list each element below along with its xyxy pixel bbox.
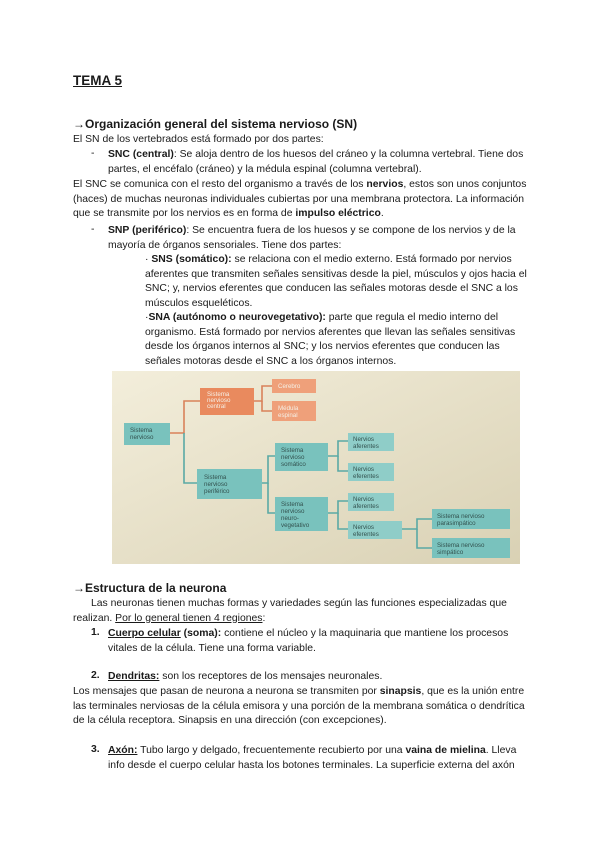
- text-span: músculos esqueléticos.: [145, 297, 253, 309]
- text-span: Tubo largo y delgado, frecuentemente recubierto por una: [137, 745, 406, 756]
- text-span: El SNC se comunica con el resto del organismo a través de los: [73, 179, 367, 190]
- vaina-mielina-term: vaina de mielina: [405, 745, 486, 756]
- snp-term: SNP (periférico): [108, 225, 187, 236]
- snc-line-2: partes, el encéfalo (cráneo) y la médula espinal (columna vertebral).: [108, 163, 422, 175]
- node-snp: [197, 469, 262, 499]
- node-text: Cerebro: [278, 383, 301, 390]
- text-span: aferentes que transmiten señales sensitivas desde la piel, músculos y ojos hacia el: [145, 268, 527, 280]
- node-text: Sistema: [130, 427, 153, 434]
- cuerpo-celular-item: [108, 627, 533, 656]
- text-span: , estos son unos conjuntos: [403, 179, 527, 190]
- text-span: info desde el cuerpo celular hasta los botones terminales. La superficie externa del axón: [108, 759, 515, 771]
- snc-paragraph: [108, 148, 533, 177]
- text-span: Los mensajes que pasan de neurona a neurona se transmiten por: [73, 686, 380, 697]
- node-text: central: [207, 403, 226, 410]
- node-text: Sistema: [207, 391, 230, 398]
- impulso-term: impulso eléctrico: [295, 208, 381, 219]
- list-number: 1.: [91, 627, 100, 638]
- node-text: Nervios: [353, 496, 374, 503]
- list-number: 3.: [91, 744, 100, 755]
- text-span: mayoría de órganos sensoriales. Tiene dos partes:: [108, 239, 342, 251]
- node-text: aferentes: [353, 443, 379, 450]
- node-sna: [275, 497, 328, 531]
- text-span: parte que regula el medio interno del: [325, 312, 499, 323]
- nervios-term: nervios: [366, 179, 404, 190]
- text-span: (haces) de muchas neuronas individuales cubiertas por una membrana protectora. La información: [73, 193, 525, 205]
- text-span: SNC; y, nervios eferentes que conducen las señales motoras desde el SNC a los: [145, 283, 518, 294]
- node-text: Nervios: [353, 466, 374, 473]
- text-span: (soma):: [180, 628, 222, 639]
- node-text: Sistema: [281, 447, 304, 454]
- node-text: eferentes: [353, 531, 379, 538]
- node-sns-aferentes: [348, 433, 394, 451]
- cuerpo-celular-term: Cuerpo celular: [108, 628, 181, 639]
- dendritas-item: [108, 670, 533, 685]
- node-text: Sistema: [204, 474, 227, 481]
- text-span: ·: [145, 254, 152, 265]
- text-span: desde los órganos internos al SNC; y los nervios eferentes que conducen las: [145, 341, 500, 352]
- node-text: Sistema nervioso: [437, 542, 485, 549]
- node-text: somático: [281, 461, 306, 468]
- sna-term: SNA (autónomo o neurovegetativo):: [148, 312, 326, 323]
- list-number: 2.: [91, 670, 100, 681]
- axon-item: [108, 744, 533, 773]
- dendritas-term: Dendritas:: [108, 671, 160, 682]
- node-text: parasimpático: [437, 520, 476, 527]
- node-simpatico: [432, 538, 510, 558]
- sns-paragraph: [145, 253, 533, 311]
- snc-line-1: : Se aloja dentro de los huesos del cráneo y la columna vertebral. Tiene dos: [173, 149, 524, 160]
- node-sns-eferentes: [348, 463, 394, 481]
- node-text: Sistema: [281, 501, 304, 508]
- dash-bullet: -: [91, 224, 95, 235]
- node-text: eferentes: [353, 473, 379, 480]
- sinapsis-paragraph: [73, 685, 533, 729]
- text-span: Las neuronas tienen muchas formas y variedades según las funciones especializadas que: [91, 598, 507, 609]
- node-snc: [200, 388, 254, 415]
- node-text: Sistema nervioso: [437, 513, 485, 520]
- node-text: Médula: [278, 405, 299, 412]
- node-text: periférico: [204, 488, 230, 495]
- node-text: nervioso: [130, 434, 154, 441]
- node-text: nervioso: [207, 397, 231, 404]
- node-text: simpático: [437, 549, 464, 556]
- text-span: son los receptores de los mensajes neuronales.: [159, 671, 383, 682]
- text-span: de la célula receptora. Sinapsis en una dirección (con excepciones).: [73, 715, 387, 726]
- node-text: nervioso: [204, 481, 228, 488]
- intro-text: El SN de los vertebrados está formado por dos partes:: [73, 134, 324, 145]
- text-span: que se transmite por los nervios es en forma de: [73, 208, 296, 219]
- text-span: se relaciona con el medio externo. Está formado por nervios: [231, 254, 512, 265]
- text-span: realizan.: [73, 612, 116, 624]
- snc-term: SNC (central): [108, 149, 174, 160]
- node-text: vegetativo: [281, 522, 310, 529]
- node-text: nervioso: [281, 454, 305, 461]
- text-span: señales motoras desde el SNC a los órganos internos.: [145, 355, 397, 367]
- nervous-system-diagram: [112, 371, 520, 564]
- sna-paragraph: [145, 311, 533, 369]
- node-cerebro: [272, 379, 316, 393]
- node-sistema-nervioso: [124, 423, 170, 445]
- dash-bullet: -: [91, 148, 95, 159]
- node-text: neuro-: [281, 515, 299, 522]
- text-span: contiene el núcleo y la maquinaria que mantiene los procesos: [221, 628, 509, 639]
- text-span: , que es la unión entre: [421, 686, 525, 697]
- text-span: . Lleva: [485, 745, 517, 756]
- text-span: ·: [145, 312, 149, 323]
- node-sns: [275, 443, 328, 471]
- page-title: TEMA 5: [73, 73, 123, 88]
- snc-nervios-paragraph: [73, 178, 533, 222]
- section-heading-neurona: →Estructura de la neurona: [73, 581, 227, 595]
- axon-term: Axón:: [108, 745, 138, 756]
- diagram-svg: [112, 371, 520, 564]
- sinapsis-term: sinapsis: [379, 686, 422, 697]
- node-text: espinal: [278, 412, 298, 419]
- node-parasimpatico: [432, 509, 510, 529]
- node-text: Nervios: [353, 524, 374, 531]
- text-span: las terminales nerviosas de la célula emisora y una porción de la membrana somática o dendrítica: [73, 700, 525, 712]
- node-medula: [272, 401, 316, 421]
- section-heading-organizacion: →Organización general del sistema nervioso (SN): [73, 117, 358, 131]
- text-span: .: [380, 208, 384, 219]
- node-text: aferentes: [353, 503, 379, 510]
- text-span: : Se encuentra fuera de los huesos y se compone de los nervios y de la: [186, 225, 516, 236]
- text-span: :: [262, 612, 266, 624]
- sns-term: SNS (somático):: [151, 254, 232, 265]
- text-span: organismo. Está formado por nervios aferentes que llevan las señales sensitivas: [145, 326, 516, 338]
- snp-paragraph: [108, 224, 533, 253]
- regiones-underlined: Por lo general tienen 4 regiones: [115, 612, 263, 624]
- node-sna-eferentes: [348, 521, 402, 539]
- node-text: Nervios: [353, 436, 374, 443]
- node-text: nervioso: [281, 508, 305, 515]
- node-sna-aferentes: [348, 493, 394, 511]
- text-span: vitales de la célula. Tiene una forma variable.: [108, 642, 316, 654]
- neurona-intro: [73, 597, 533, 626]
